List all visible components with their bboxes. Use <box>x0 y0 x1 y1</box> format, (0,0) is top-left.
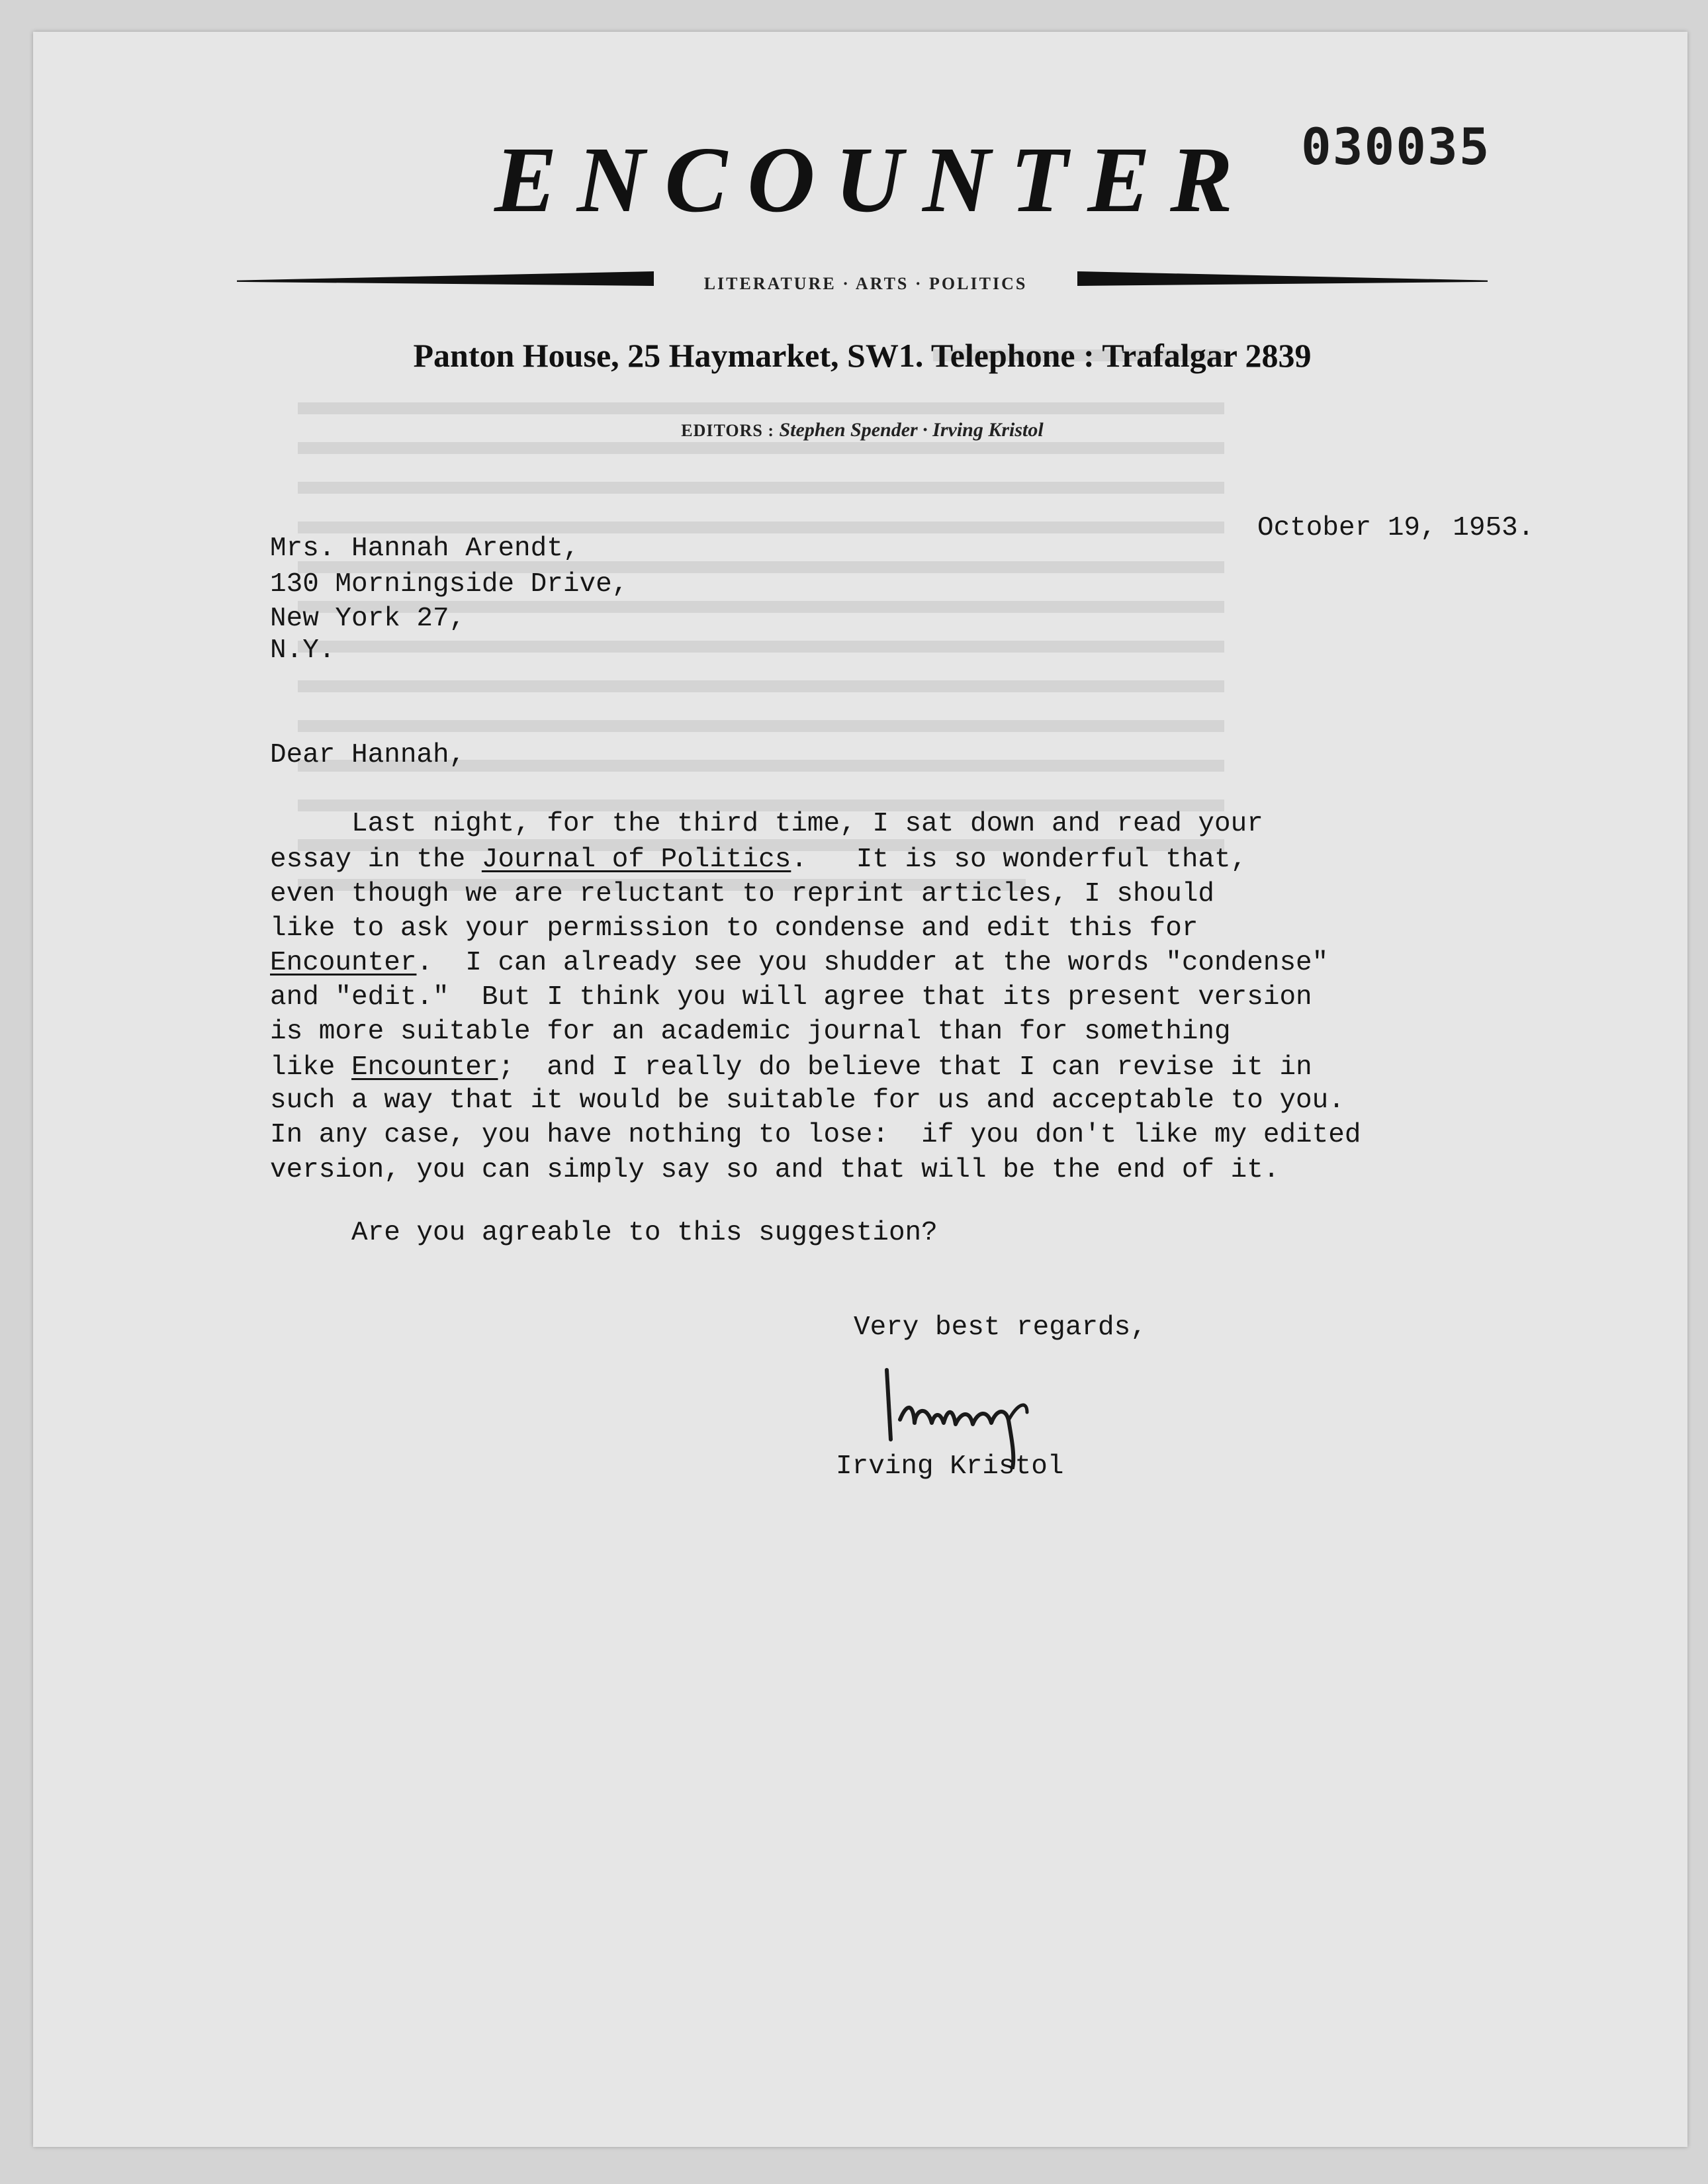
document-id: 030035 <box>1301 117 1491 176</box>
body-line: such a way that it would be suitable for us and acceptable to you. <box>270 1085 1345 1116</box>
body-line: and "edit." But I think you will agree that its present version <box>270 982 1312 1013</box>
editors-label: EDITORS : <box>681 421 774 440</box>
recipient-line: 130 Morningside Drive, <box>270 569 629 600</box>
signer-name: Irving Kristol <box>836 1451 1064 1482</box>
magazine-title: Encounter <box>270 948 417 978</box>
letterhead-rule <box>237 266 1488 306</box>
magazine-title: Encounter <box>351 1052 498 1083</box>
letterhead-editors <box>237 419 1488 441</box>
body-line <box>270 844 1247 875</box>
body-line: is more suitable for an academic journal than for something <box>270 1017 1231 1047</box>
body-line <box>270 1052 1312 1083</box>
body-text: essay in the <box>270 844 482 875</box>
body-line <box>270 948 1328 978</box>
letterhead-masthead <box>238 127 1496 232</box>
body-line: even though we are reluctant to reprint articles, I should <box>270 879 1215 909</box>
rule-right <box>1077 271 1488 286</box>
rule-left <box>237 271 654 286</box>
recipient-line: N.Y. <box>270 635 336 666</box>
letterhead-address: Panton House, 25 Haymarket, SW1. Telephone : Trafalgar 2839 <box>413 337 1312 374</box>
body-line: like to ask your permission to condense and edit this for <box>270 913 1198 944</box>
body-text: ; and I really do believe that I can revise it in <box>498 1052 1312 1083</box>
body-text: like <box>270 1052 352 1083</box>
body-line: In any case, you have nothing to lose: if you don't like my edited <box>270 1120 1361 1150</box>
letter-date: October 19, 1953. <box>1257 513 1535 543</box>
body-text: . I can already see you shudder at the words "condense" <box>416 948 1329 978</box>
recipient-line: New York 27, <box>270 604 466 634</box>
closing: Very best regards, <box>854 1312 1147 1343</box>
letterhead-tagline: LITERATURE · ARTS · POLITICS <box>703 274 1028 293</box>
body-line: version, you can simply say so and that will be the end of it. <box>270 1155 1280 1185</box>
body-line: Are you agreable to this suggestion? <box>270 1218 938 1248</box>
body-text: . It is so wonderful that, <box>791 844 1247 875</box>
letterhead-title: ENCOUNTER <box>494 127 1253 232</box>
body-line: Last night, for the third time, I sat down and read your <box>270 809 1263 839</box>
recipient-line: Mrs. Hannah Arendt, <box>270 533 580 564</box>
editors-names: Stephen Spender · Irving Kristol <box>779 419 1044 441</box>
journal-title: Journal of Politics <box>481 844 791 875</box>
salutation: Dear Hannah, <box>270 740 466 770</box>
